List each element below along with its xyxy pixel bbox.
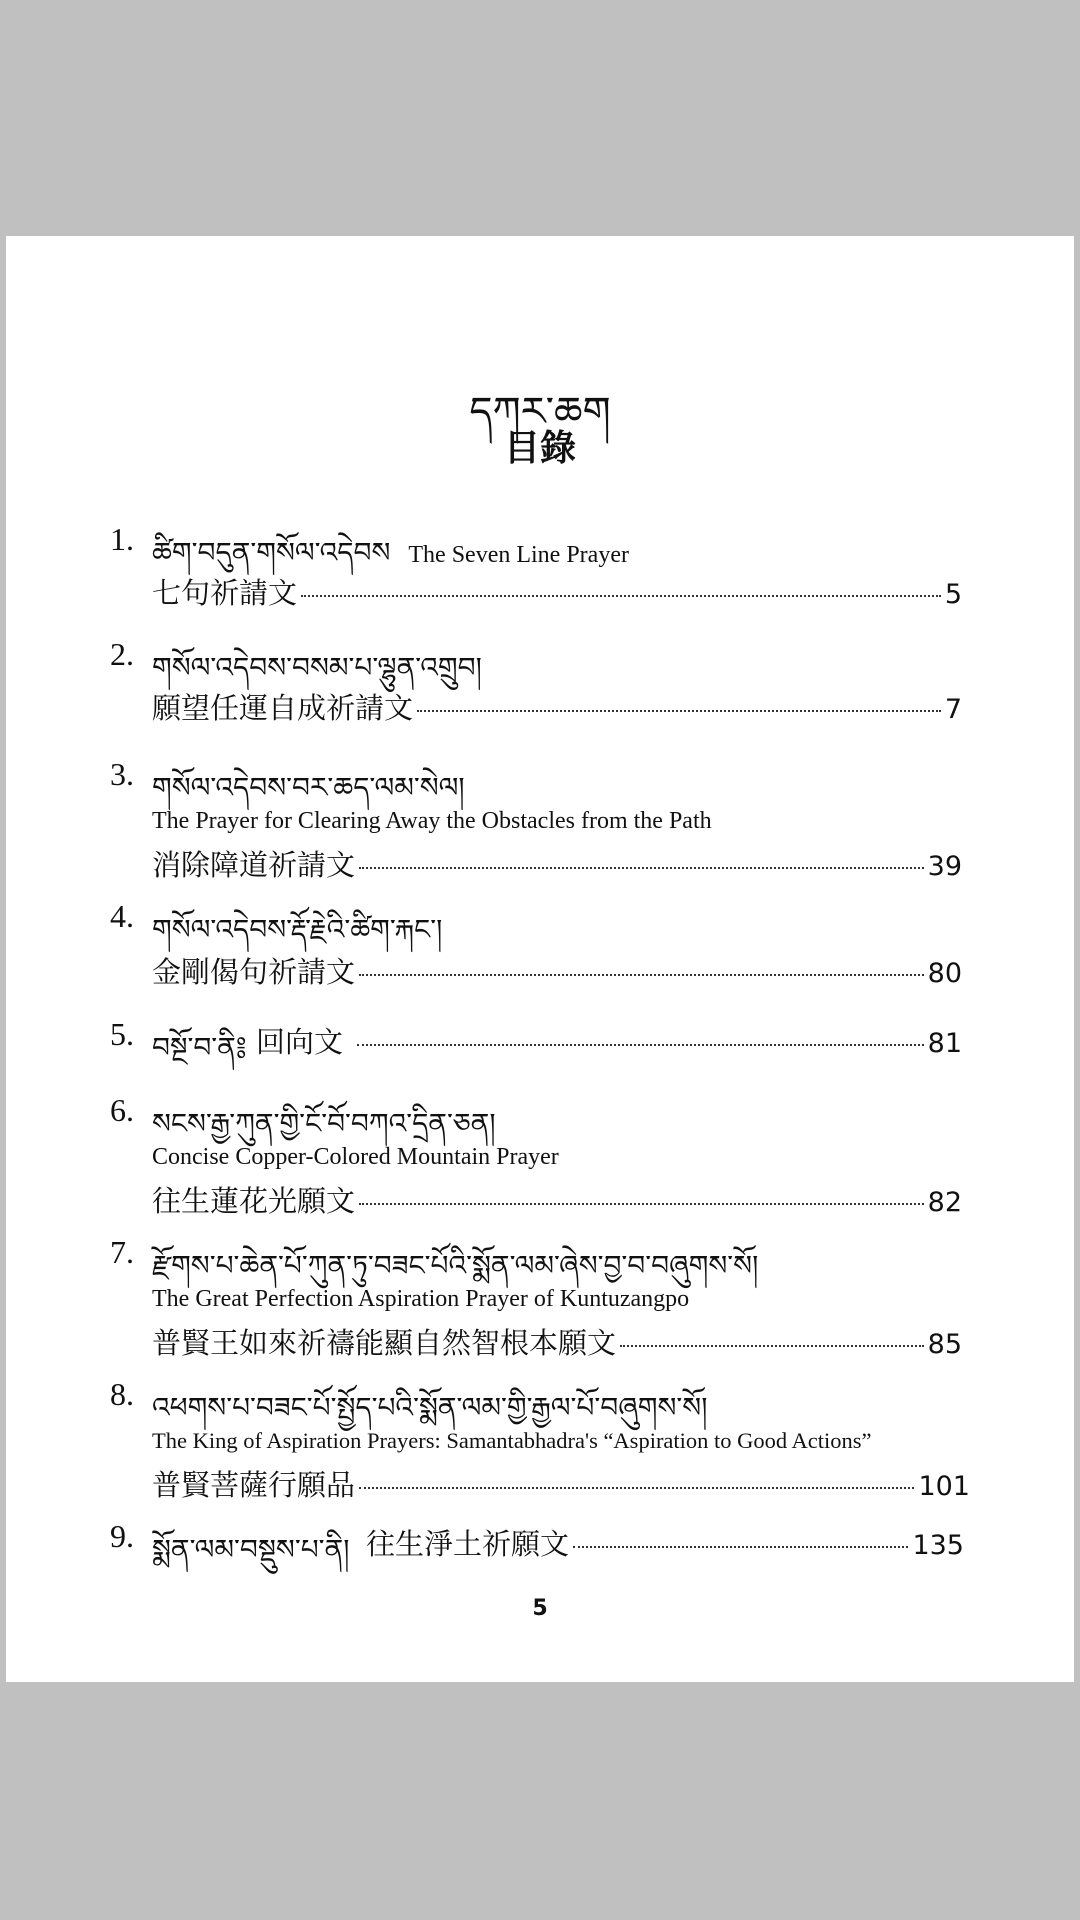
entry-chinese-line — [152, 950, 962, 991]
entry-number: 2. — [110, 636, 134, 672]
entry-chinese: 往生蓮花光願文 — [152, 1184, 356, 1218]
entry-tibetan: སངས་རྒྱ་ཀུན་གྱི་ངོ་བོ་བཀའ་དྲིན་ཅན། — [152, 1107, 496, 1140]
entry-chinese-line — [256, 1020, 962, 1061]
entry-english: Concise Copper-Colored Mountain Prayer — [152, 1144, 559, 1170]
leader-dots — [357, 1044, 924, 1046]
title-tibetan: དཀར་ཆག — [469, 389, 611, 435]
entry-chinese-line — [152, 571, 962, 612]
leader-dots — [359, 1203, 924, 1205]
entry-chinese: 七句祈請文 — [152, 576, 298, 610]
entry-chinese-line — [152, 1179, 962, 1220]
entry-tibetan: བསྔོ་བ་ནི༔ — [152, 1031, 247, 1064]
entry-english: The Great Perfection Aspiration Prayer of Kuntuzangpo — [152, 1286, 690, 1312]
entry-page-number: 85 — [927, 1329, 962, 1360]
entry-chinese: 往生淨土祈願文 — [366, 1527, 570, 1561]
entry-number: 5. — [110, 1016, 134, 1052]
entry-english: The Prayer for Clearing Away the Obstacles from the Path — [152, 808, 712, 834]
page-number: 5 — [532, 1596, 548, 1621]
entry-page-number: 39 — [927, 851, 962, 882]
entry-number: 6. — [110, 1092, 134, 1128]
entry-chinese-line — [366, 1522, 964, 1563]
entry-tibetan: རྫོགས་པ་ཆེན་པོ་ཀུན་ཏུ་བཟང་པོའི་སྨོན་ལམ་ཞེས་བྱ་བ་བཞུགས་སོ། — [152, 1249, 759, 1282]
leader-dots — [301, 595, 941, 597]
leader-dots — [359, 974, 924, 976]
entry-page-number: 82 — [927, 1187, 962, 1218]
entry-page-number: 5 — [944, 579, 962, 610]
leader-dots — [359, 867, 924, 869]
entry-chinese: 願望任運自成祈請文 — [152, 691, 414, 725]
entry-page-number: 101 — [918, 1471, 970, 1502]
leader-dots — [417, 710, 941, 712]
entry-english: The King of Aspiration Prayers: Samantabhadra's “Aspiration to Good Actions” — [152, 1428, 872, 1453]
entry-number: 8. — [110, 1376, 134, 1412]
leader-dots — [573, 1546, 908, 1548]
document-page — [6, 236, 1074, 1682]
entry-number: 1. — [110, 521, 134, 557]
entry-number: 7. — [110, 1234, 134, 1270]
entry-page-number: 81 — [927, 1028, 962, 1059]
entry-chinese-line — [152, 1321, 962, 1362]
entry-page-number: 80 — [927, 958, 962, 989]
entry-chinese: 金剛偈句祈請文 — [152, 955, 356, 989]
entry-number: 4. — [110, 898, 134, 934]
entry-chinese: 回向文 — [256, 1025, 344, 1059]
leader-dots — [359, 1487, 914, 1489]
entry-page-number: 135 — [912, 1530, 964, 1561]
entry-english: The Seven Line Prayer — [408, 542, 629, 568]
entry-tibetan: གསོལ་འདེབས་བསམ་པ་ལྷུན་འགྲུབ། — [152, 651, 482, 684]
entry-page-number: 7 — [944, 694, 962, 725]
entry-number: 3. — [110, 756, 134, 792]
entry-chinese-line — [152, 843, 962, 884]
entry-tibetan: གསོལ་འདེབས་བར་ཆད་ལམ་སེལ། — [152, 771, 465, 804]
entry-chinese: 普賢菩薩行願品 — [152, 1468, 356, 1502]
entry-tibetan: སྨོན་ལམ་བསྡུས་པ་ནི། — [152, 1533, 350, 1566]
entry-tibetan: གསོལ་འདེབས་རྡོ་རྗེའི་ཚིག་རྐང་། — [152, 913, 443, 946]
entry-tibetan: འཕགས་པ་བཟང་པོ་སྤྱོད་པའི་སྨོན་ལམ་གྱི་རྒྱལ་པོ་བཞུགས་སོ། — [152, 1391, 708, 1424]
title-chinese: 目錄 — [503, 427, 576, 469]
entry-chinese-line — [152, 1463, 970, 1504]
entry-number: 9. — [110, 1518, 134, 1554]
entry-tibetan: ཚིག་བདུན་གསོལ་འདེབས — [152, 536, 391, 569]
entry-chinese: 普賢王如來祈禱能顯自然智根本願文 — [152, 1326, 617, 1360]
entry-chinese: 消除障道祈請文 — [152, 848, 356, 882]
leader-dots — [620, 1345, 924, 1347]
entry-chinese-line — [152, 686, 962, 727]
